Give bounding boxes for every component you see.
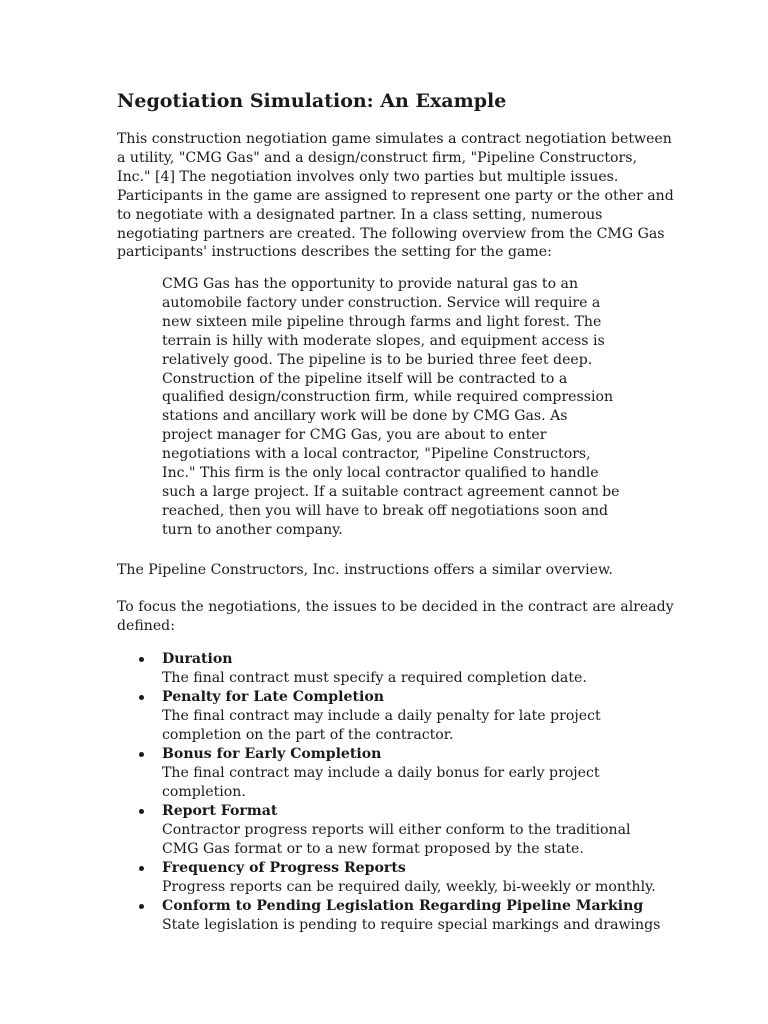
intro-line: participants' instructions describes the setting for the game: bbox=[117, 244, 552, 261]
bullet-icon bbox=[139, 695, 144, 700]
quote-line: negotiations with a local contractor, "Pipeline Constructors, bbox=[162, 446, 591, 463]
list-item bbox=[117, 802, 677, 859]
quote-line: qualified design/construction firm, while required compression bbox=[162, 389, 614, 406]
focus-line: defined: bbox=[117, 617, 175, 634]
quote-line: new sixteen mile pipeline through farms and light forest. The bbox=[162, 313, 602, 330]
quote-line: reached, then you will have to break off negotiations soon and bbox=[162, 502, 609, 519]
issue-description: State legislation is pending to require special markings and drawings bbox=[162, 917, 661, 933]
list-item bbox=[117, 650, 677, 688]
issue-name: Report Format bbox=[162, 803, 278, 819]
intro-line: Inc." [4] The negotiation involves only two parties but multiple issues. bbox=[117, 168, 619, 185]
issue-name: Frequency of Progress Reports bbox=[162, 860, 406, 876]
intro-line: a utility, "CMG Gas" and a design/construct firm, "Pipeline Constructors, bbox=[117, 149, 637, 166]
quote-line: project manager for CMG Gas, you are about to enter bbox=[162, 427, 547, 444]
intro-paragraph bbox=[117, 130, 674, 262]
list-item bbox=[117, 745, 677, 802]
quote-line: relatively good. The pipeline is to be buried three feet deep. bbox=[162, 351, 593, 368]
intro-line: to negotiate with a designated partner. In a class setting, numerous bbox=[117, 206, 603, 223]
issue-name: Bonus for Early Completion bbox=[162, 746, 382, 762]
intro-line: This construction negotiation game simulates a contract negotiation between bbox=[117, 131, 672, 147]
issue-name: Penalty for Late Completion bbox=[162, 689, 384, 705]
page-title: Negotiation Simulation: An Example bbox=[117, 90, 507, 112]
pipeline-overview-note bbox=[117, 561, 662, 580]
quote-line: stations and ancillary work will be done by CMG Gas. As bbox=[162, 408, 568, 425]
issue-description: CMG Gas format or to a new format proposed by the state. bbox=[162, 841, 584, 857]
note-line: The Pipeline Constructors, Inc. instructions offers a similar overview. bbox=[117, 562, 613, 578]
issue-name: Conform to Pending Legislation Regarding Pipeline Marking bbox=[162, 898, 644, 914]
issue-description: completion on the part of the contractor. bbox=[162, 727, 454, 743]
bullet-icon bbox=[139, 809, 144, 814]
issues-list bbox=[117, 650, 677, 935]
bullet-icon bbox=[139, 866, 144, 871]
quote-line: turn to another company. bbox=[162, 521, 343, 538]
focus-line: To focus the negotiations, the issues to be decided in the contract are already bbox=[117, 599, 674, 615]
issue-description: Progress reports can be required daily, weekly, bi-weekly or monthly. bbox=[162, 879, 656, 895]
quote-line: Construction of the pipeline itself will be contracted to a bbox=[162, 370, 568, 387]
intro-line: Participants in the game are assigned to represent one party or the other and bbox=[117, 187, 674, 204]
issue-name: Duration bbox=[162, 651, 233, 667]
list-item bbox=[117, 688, 677, 745]
issue-description: The final contract may include a daily penalty for late project bbox=[162, 708, 601, 724]
focus-paragraph bbox=[117, 598, 674, 636]
bullet-icon bbox=[139, 752, 144, 757]
list-item bbox=[117, 859, 677, 897]
issue-description: completion. bbox=[162, 784, 246, 800]
issue-description: The final contract may include a daily bonus for early project bbox=[162, 765, 600, 781]
list-item bbox=[117, 897, 677, 935]
issue-description: Contractor progress reports will either conform to the traditional bbox=[162, 822, 631, 838]
overview-quote bbox=[162, 275, 622, 540]
bullet-icon bbox=[139, 904, 144, 909]
quote-line: such a large project. If a suitable contract agreement cannot be bbox=[162, 483, 620, 500]
quote-line: Inc." This firm is the only local contractor qualified to handle bbox=[162, 465, 599, 482]
issue-description: The final contract must specify a required completion date. bbox=[162, 670, 587, 686]
intro-line: negotiating partners are created. The following overview from the CMG Gas bbox=[117, 225, 665, 242]
quote-line: automobile factory under construction. Service will require a bbox=[162, 294, 601, 311]
quote-line: CMG Gas has the opportunity to provide natural gas to an bbox=[162, 276, 579, 292]
bullet-icon bbox=[139, 657, 144, 662]
quote-line: terrain is hilly with moderate slopes, and equipment access is bbox=[162, 332, 605, 349]
